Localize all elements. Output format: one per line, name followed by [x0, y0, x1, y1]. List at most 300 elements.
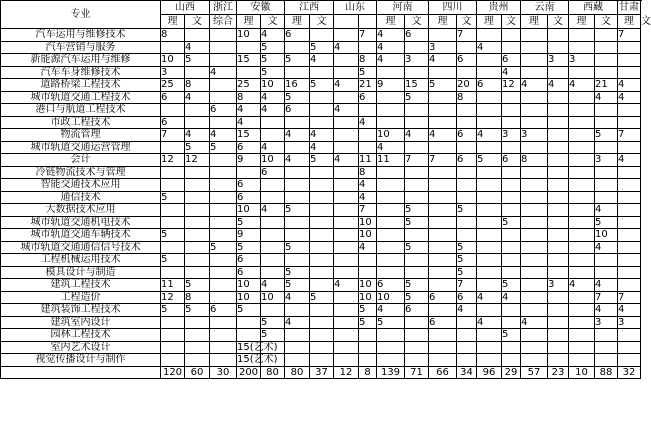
quota-cell: 7	[457, 29, 477, 42]
quota-cell	[210, 341, 237, 354]
quota-cell: 4	[334, 154, 359, 167]
quota-cell: 11	[359, 154, 377, 167]
quota-cell	[595, 104, 618, 117]
quota-cell: 4	[595, 241, 618, 254]
subject-header: 文	[261, 15, 285, 29]
quota-cell: 5	[429, 79, 457, 92]
quota-cell	[261, 129, 285, 142]
quota-cell: 5	[359, 66, 377, 79]
quota-cell: 9	[237, 154, 261, 167]
quota-cell	[185, 341, 210, 354]
quota-cell	[161, 241, 185, 254]
quota-cell: 4	[285, 316, 310, 329]
subject-header: 理	[618, 15, 641, 29]
quota-cell	[429, 354, 457, 367]
subject-header: 理	[477, 15, 502, 29]
quota-cell	[618, 329, 641, 342]
quota-cell	[618, 116, 641, 129]
subject-header: 文	[405, 15, 429, 29]
quota-cell	[210, 204, 237, 217]
quota-cell	[548, 254, 569, 267]
quota-cell	[457, 41, 477, 54]
quota-cell	[618, 41, 641, 54]
province-header: 西藏	[569, 1, 618, 15]
quota-cell: 4	[237, 116, 261, 129]
quota-cell	[185, 66, 210, 79]
quota-cell	[261, 216, 285, 229]
quota-cell: 5	[210, 141, 237, 154]
quota-cell	[359, 129, 377, 142]
quota-cell	[477, 216, 502, 229]
total-cell: 12	[334, 366, 359, 379]
quota-cell	[569, 254, 595, 267]
quota-cell	[477, 104, 502, 117]
quota-cell	[569, 354, 595, 367]
quota-cell: 5	[237, 241, 261, 254]
table-row	[1, 129, 641, 142]
quota-cell	[429, 191, 457, 204]
quota-cell	[377, 341, 405, 354]
quota-cell	[429, 254, 457, 267]
quota-cell	[569, 179, 595, 192]
quota-cell	[618, 54, 641, 67]
quota-cell	[285, 229, 310, 242]
table-row	[1, 116, 641, 129]
quota-cell	[210, 91, 237, 104]
quota-cell	[457, 329, 477, 342]
quota-cell	[477, 204, 502, 217]
major-name: 会计	[1, 154, 161, 167]
quota-cell	[405, 104, 429, 117]
quota-cell: 4	[477, 129, 502, 142]
major-name: 汽车车身维修技术	[1, 66, 161, 79]
quota-cell	[334, 191, 359, 204]
quota-cell	[405, 179, 429, 192]
major-name: 城市轨道交通工程技术	[1, 91, 161, 104]
quota-cell	[569, 41, 595, 54]
quota-cell: 5	[185, 141, 210, 154]
quota-cell	[334, 116, 359, 129]
quota-cell: 7	[359, 204, 377, 217]
quota-cell: 10	[359, 291, 377, 304]
quota-cell	[261, 116, 285, 129]
quota-cell: 8	[161, 29, 185, 42]
quota-cell	[569, 329, 595, 342]
quota-cell: 6	[261, 166, 285, 179]
major-name: 物流管理	[1, 129, 161, 142]
major-name: 工程造价	[1, 291, 161, 304]
quota-cell	[595, 341, 618, 354]
quota-cell: 4	[261, 91, 285, 104]
quota-cell	[185, 179, 210, 192]
quota-cell	[548, 266, 569, 279]
total-cell: 34	[457, 366, 477, 379]
province-header: 甘肃	[619, 2, 639, 13]
quota-cell	[210, 166, 237, 179]
quota-cell: 6	[457, 54, 477, 67]
subject-header	[334, 15, 359, 29]
quota-cell: 12	[161, 291, 185, 304]
quota-cell: 4	[569, 79, 595, 92]
quota-cell	[161, 316, 185, 329]
quota-cell: 6	[161, 116, 185, 129]
quota-cell	[569, 291, 595, 304]
quota-cell: 10	[237, 291, 261, 304]
quota-cell: 4	[377, 54, 405, 67]
quota-cell	[359, 341, 377, 354]
major-name: 道路桥梁工程技术	[1, 79, 161, 92]
quota-cell	[569, 216, 595, 229]
quota-cell	[618, 229, 641, 242]
quota-cell: 4	[261, 204, 285, 217]
quota-cell	[405, 266, 429, 279]
total-cell: 200	[237, 366, 261, 379]
quota-cell	[595, 54, 618, 67]
major-header: 专业	[1, 1, 161, 29]
quota-cell	[334, 291, 359, 304]
table-row	[1, 254, 641, 267]
quota-cell	[521, 66, 548, 79]
quota-cell	[359, 104, 377, 117]
quota-cell: 15	[405, 79, 429, 92]
quota-cell	[334, 266, 359, 279]
quota-cell	[548, 354, 569, 367]
quota-cell	[359, 266, 377, 279]
quota-cell	[377, 166, 405, 179]
quota-cell	[548, 329, 569, 342]
quota-cell	[161, 41, 185, 54]
quota-cell	[210, 329, 237, 342]
major-name: 新能源汽车运用与维修	[1, 54, 161, 67]
quota-cell	[548, 179, 569, 192]
quota-cell: 3	[548, 279, 569, 292]
quota-cell	[502, 141, 521, 154]
quota-cell	[334, 241, 359, 254]
quota-cell: 6	[237, 266, 261, 279]
quota-cell	[237, 166, 261, 179]
quota-cell	[477, 91, 502, 104]
quota-cell: 3	[429, 41, 457, 54]
table-row	[1, 279, 641, 292]
quota-cell	[285, 116, 310, 129]
quota-cell	[477, 54, 502, 67]
quota-cell	[502, 241, 521, 254]
quota-cell: 10	[161, 54, 185, 67]
quota-cell	[618, 166, 641, 179]
quota-cell: 5	[595, 129, 618, 142]
quota-cell: 4	[285, 129, 310, 142]
quota-cell: 5	[185, 304, 210, 317]
quota-cell	[548, 304, 569, 317]
quota-cell	[548, 191, 569, 204]
quota-cell	[618, 179, 641, 192]
quota-cell: 4	[548, 79, 569, 92]
total-cell: 29	[502, 366, 521, 379]
quota-cell	[210, 154, 237, 167]
quota-cell: 6	[457, 291, 477, 304]
quota-cell: 4	[502, 66, 521, 79]
quota-cell: 5	[161, 191, 185, 204]
quota-cell	[359, 254, 377, 267]
quota-cell	[237, 329, 261, 342]
quota-cell: 4	[521, 316, 548, 329]
quota-cell: 4	[210, 129, 237, 142]
quota-cell: 3	[548, 54, 569, 67]
quota-cell	[210, 41, 237, 54]
quota-cell	[405, 354, 429, 367]
quota-cell: 4	[185, 91, 210, 104]
quota-cell	[502, 229, 521, 242]
subject-header: 综合	[210, 15, 237, 29]
total-cell: 10	[569, 366, 595, 379]
quota-cell	[618, 254, 641, 267]
quota-cell	[334, 54, 359, 67]
quota-cell	[237, 66, 261, 79]
quota-cell: 6	[359, 91, 377, 104]
quota-cell	[521, 254, 548, 267]
quota-cell	[377, 216, 405, 229]
quota-cell	[521, 341, 548, 354]
quota-cell	[595, 141, 618, 154]
quota-cell	[310, 29, 334, 42]
quota-cell	[502, 204, 521, 217]
quota-cell: 4	[334, 79, 359, 92]
quota-cell	[477, 354, 502, 367]
quota-cell	[502, 254, 521, 267]
quota-cell	[521, 291, 548, 304]
total-cell: 37	[310, 366, 334, 379]
quota-cell	[429, 341, 457, 354]
quota-cell: 7	[457, 279, 477, 292]
quota-cell: 5	[405, 291, 429, 304]
quota-cell	[261, 179, 285, 192]
quota-cell	[377, 266, 405, 279]
quota-cell: 6	[285, 29, 310, 42]
quota-cell	[405, 229, 429, 242]
subject-header: 理	[521, 15, 548, 29]
quota-cell	[502, 91, 521, 104]
quota-cell	[405, 329, 429, 342]
quota-cell	[618, 141, 641, 154]
quota-cell	[457, 104, 477, 117]
quota-cell	[502, 354, 521, 367]
quota-cell	[185, 204, 210, 217]
table-row	[1, 329, 641, 342]
quota-cell: 4	[359, 116, 377, 129]
quota-cell	[261, 191, 285, 204]
quota-cell: 4	[359, 191, 377, 204]
quota-cell	[185, 166, 210, 179]
quota-cell	[161, 266, 185, 279]
quota-cell	[521, 116, 548, 129]
quota-cell: 6	[210, 104, 237, 117]
quota-cell	[548, 66, 569, 79]
quota-cell	[477, 304, 502, 317]
quota-cell	[618, 241, 641, 254]
quota-cell: 6	[457, 154, 477, 167]
quota-cell: 4	[477, 291, 502, 304]
quota-cell: 5	[161, 254, 185, 267]
quota-cell	[569, 104, 595, 117]
quota-cell	[334, 316, 359, 329]
quota-cell	[477, 329, 502, 342]
quota-cell	[161, 179, 185, 192]
table-row	[1, 79, 641, 92]
quota-cell	[285, 179, 310, 192]
quota-cell	[521, 354, 548, 367]
quota-cell	[595, 179, 618, 192]
quota-cell: 15	[237, 54, 261, 67]
quota-cell	[334, 329, 359, 342]
quota-cell	[457, 66, 477, 79]
quota-cell	[237, 316, 261, 329]
quota-cell	[334, 341, 359, 354]
quota-cell	[429, 304, 457, 317]
quota-cell	[210, 279, 237, 292]
total-cell: 57	[521, 366, 548, 379]
total-cell: 80	[285, 366, 310, 379]
quota-cell	[237, 41, 261, 54]
quota-cell: 5	[405, 279, 429, 292]
total-cell: 71	[405, 366, 429, 379]
quota-cell: 4	[237, 104, 261, 117]
quota-cell	[457, 141, 477, 154]
quota-cell	[569, 304, 595, 317]
province-header: 贵州	[477, 1, 521, 15]
quota-cell: 6	[502, 54, 521, 67]
subject-header: 文	[457, 15, 477, 29]
quota-cell: 11	[377, 154, 405, 167]
quota-cell	[359, 141, 377, 154]
total-cell: 96	[477, 366, 502, 379]
quota-cell	[359, 354, 377, 367]
quota-cell: 10	[377, 291, 405, 304]
quota-cell	[502, 266, 521, 279]
quota-cell	[429, 104, 457, 117]
quota-cell	[521, 104, 548, 117]
quota-cell: 8	[237, 91, 261, 104]
quota-cell: 5	[261, 316, 285, 329]
quota-cell: 5	[310, 79, 334, 92]
major-name: 通信技术	[1, 191, 161, 204]
quota-cell	[405, 316, 429, 329]
quota-cell: 5	[285, 91, 310, 104]
quota-cell: 5	[457, 254, 477, 267]
quota-cell: 5	[285, 54, 310, 67]
quota-cell	[429, 329, 457, 342]
quota-cell	[261, 266, 285, 279]
quota-cell	[310, 266, 334, 279]
quota-cell: 6	[237, 191, 261, 204]
quota-cell	[569, 191, 595, 204]
quota-cell	[310, 116, 334, 129]
quota-cell	[521, 166, 548, 179]
quota-cell: 8	[185, 291, 210, 304]
quota-cell	[285, 254, 310, 267]
quota-cell	[285, 304, 310, 317]
quota-cell: 5	[285, 241, 310, 254]
quota-cell	[310, 91, 334, 104]
quota-cell: 4	[285, 291, 310, 304]
quota-cell: 4	[595, 304, 618, 317]
quota-cell	[618, 354, 641, 367]
quota-cell: 10	[261, 154, 285, 167]
quota-cell: 4	[359, 179, 377, 192]
quota-cell: 8	[359, 166, 377, 179]
quota-cell	[569, 116, 595, 129]
quota-cell	[502, 166, 521, 179]
quota-cell	[185, 191, 210, 204]
quota-cell	[595, 166, 618, 179]
quota-cell	[185, 316, 210, 329]
subject-header: 文	[502, 15, 521, 29]
quota-cell	[185, 254, 210, 267]
quota-cell	[521, 241, 548, 254]
quota-cell: 21	[359, 79, 377, 92]
quota-cell	[310, 179, 334, 192]
quota-cell: 5	[161, 229, 185, 242]
quota-cell	[502, 29, 521, 42]
major-name: 智能交通技术应用	[1, 179, 161, 192]
major-name: 港口与航道工程技术	[1, 104, 161, 117]
quota-cell	[185, 216, 210, 229]
quota-cell: 8	[521, 154, 548, 167]
table-row	[1, 216, 641, 229]
quota-cell	[595, 254, 618, 267]
quota-cell: 12	[502, 79, 521, 92]
major-name: 建筑装饰工程技术	[1, 304, 161, 317]
quota-cell	[502, 116, 521, 129]
major-name: 视觉传播设计与制作	[1, 354, 161, 367]
table-row	[1, 179, 641, 192]
quota-cell	[377, 329, 405, 342]
quota-cell	[595, 266, 618, 279]
quota-cell	[377, 354, 405, 367]
quota-cell	[595, 41, 618, 54]
quota-cell	[429, 91, 457, 104]
quota-cell: 6	[210, 304, 237, 317]
major-name: 市政工程技术	[1, 116, 161, 129]
quota-cell	[569, 66, 595, 79]
quota-cell: 4	[334, 41, 359, 54]
quota-cell: 10	[377, 129, 405, 142]
quota-cell: 8	[457, 91, 477, 104]
quota-cell: 5	[457, 204, 477, 217]
table-row	[1, 241, 641, 254]
quota-cell: 4	[185, 41, 210, 54]
quota-cell: 3	[405, 54, 429, 67]
quota-cell	[377, 91, 405, 104]
quota-cell: 6	[377, 279, 405, 292]
quota-cell: 4	[261, 141, 285, 154]
quota-cell	[334, 91, 359, 104]
quota-cell	[210, 116, 237, 129]
quota-cell	[502, 191, 521, 204]
quota-cell	[334, 29, 359, 42]
quota-cell: 6	[429, 316, 457, 329]
quota-cell	[185, 116, 210, 129]
quota-cell: 20	[457, 79, 477, 92]
quota-cell: 5	[285, 204, 310, 217]
quota-cell	[185, 229, 210, 242]
quota-cell: 5	[359, 316, 377, 329]
table-row	[1, 154, 641, 167]
quota-cell: 3	[521, 129, 548, 142]
major-name: 大数据技术应用	[1, 204, 161, 217]
quota-cell	[521, 54, 548, 67]
quota-cell	[405, 341, 429, 354]
quota-cell	[334, 254, 359, 267]
